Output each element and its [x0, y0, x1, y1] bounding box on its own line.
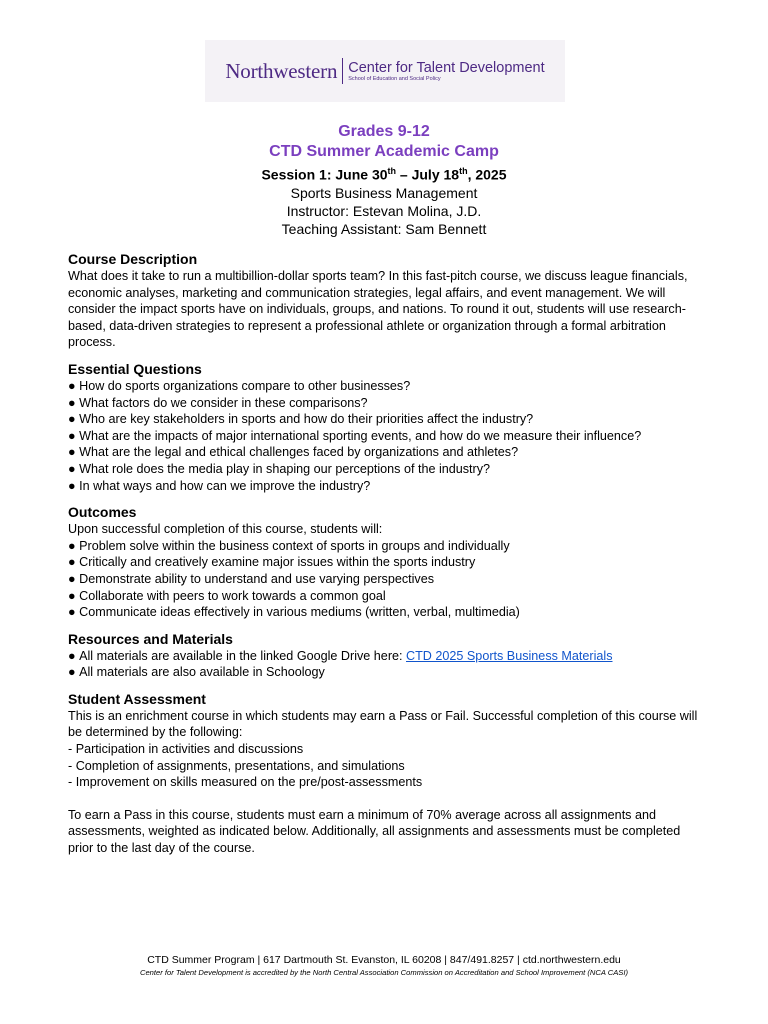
grades-heading: Grades 9-12 [338, 123, 430, 140]
course-description-heading: Course Description [68, 251, 198, 267]
list-item: - Improvement on skills measured on the pre/post-assessments [68, 774, 708, 791]
list-item: ● Communicate ideas effectively in various mediums (written, verbal, multimedia) [68, 604, 708, 621]
list-item: ● Collaborate with peers to work towards a common goal [68, 588, 708, 605]
logo-school-name: School of Education and Social Policy [348, 75, 441, 82]
list-item: ● Demonstrate ability to understand and use varying perspectives [68, 571, 708, 588]
northwestern-ctd-logo [205, 40, 565, 102]
list-item: ● What factors do we consider in these comparisons? [68, 395, 708, 412]
footer-accreditation-line: Center for Talent Development is accredited by the North Central Association Commission on Accreditation and School Improvement (NCA CASI) [139, 968, 629, 977]
essential-questions-heading: Essential Questions [68, 360, 202, 377]
list-item: ● Who are key stakeholders in sports and how do their priorities affect the industry? [68, 411, 708, 428]
ta-line: Teaching Assistant: Sam Bennett [281, 220, 487, 237]
assessment-intro: This is an enrichment course in which students may earn a Pass or Fail. Successful completion of this course will be determined by the following: [68, 708, 698, 740]
resources-item-prefix: All materials are available in the linked Google Drive here: [79, 648, 407, 663]
session-suffix: , 2025 [467, 166, 507, 183]
list-item: ● What are the legal and ethical challenges faced by organizations and athletes? [68, 444, 708, 461]
session-mid: – July 18 [396, 166, 460, 183]
assessment-list [68, 741, 708, 791]
list-item: - Participation in activities and discussions [68, 741, 708, 758]
session-sup-2: th [459, 166, 468, 176]
outcomes-heading: Outcomes [68, 504, 137, 521]
logo-northwestern: Northwestern [225, 58, 338, 83]
document-footer [0, 953, 768, 978]
session-sup-1: th [387, 166, 397, 176]
list-item: ● What role does the media play in shaping our perceptions of the industry? [68, 461, 708, 478]
outcomes-intro: Upon successful completion of this course, students will: [68, 522, 383, 537]
list-item: ● All materials are also available in Schoology [68, 664, 708, 681]
assessment-heading: Student Assessment [68, 690, 206, 707]
resources-section [68, 630, 708, 681]
pass-requirements-text: To earn a Pass in this course, students must earn a minimum of 70% average across all assignments and assessments, weighted as indicated below. Additionally, all assignments and assessments must be completed prior to the last day of the course. [68, 807, 681, 856]
list-item: ● In what ways and how can we improve the industry? [68, 478, 708, 495]
footer-contact-line: CTD Summer Program | 617 Dartmouth St. Evanston, IL 60208 | 847/491.8257 | ctd.northwestern.edu [147, 954, 621, 966]
document-header [0, 122, 768, 238]
outcomes-list [68, 538, 708, 621]
list-item: ● Critically and creatively examine major issues within the sports industry [68, 554, 708, 571]
essential-questions-section [68, 360, 708, 494]
list-item: ● What are the impacts of major international sporting events, and how do we measure their influence? [68, 428, 708, 445]
outcomes-section [68, 503, 708, 621]
google-drive-link[interactable]: CTD 2025 Sports Business Materials [406, 648, 613, 663]
logo-divider [342, 58, 343, 84]
session-dates [0, 162, 768, 184]
assessment-section [68, 690, 708, 857]
list-item [68, 648, 708, 665]
list-item: - Completion of assignments, presentations, and simulations [68, 758, 708, 775]
essential-questions-list [68, 378, 708, 494]
document-body [68, 250, 708, 866]
list-item: ● Problem solve within the business context of sports in groups and individually [68, 538, 708, 555]
session-prefix: Session 1: June 30 [261, 166, 388, 183]
course-description-section [68, 250, 708, 351]
list-item: ● How do sports organizations compare to other businesses? [68, 378, 708, 395]
resources-list [68, 648, 708, 681]
logo-center-name: Center for Talent Development [348, 59, 545, 76]
resources-heading: Resources and Materials [68, 630, 233, 647]
paragraph-spacer [68, 791, 708, 807]
course-name: Sports Business Management [290, 184, 478, 201]
instructor-line: Instructor: Estevan Molina, J.D. [286, 202, 482, 219]
camp-heading: CTD Summer Academic Camp [269, 143, 499, 160]
course-description-text: What does it take to run a multibillion-dollar sports team? In this fast-pitch course, we discuss league financials, economic analyses, marketing and communication strategies, legal affairs, and event management. We will consider the impact sports have on individuals, groups, and nations. To round it out, students will use research-based, data-driven strategies to represent a professional athlete or organization through a formal arbitration process. [68, 269, 688, 350]
